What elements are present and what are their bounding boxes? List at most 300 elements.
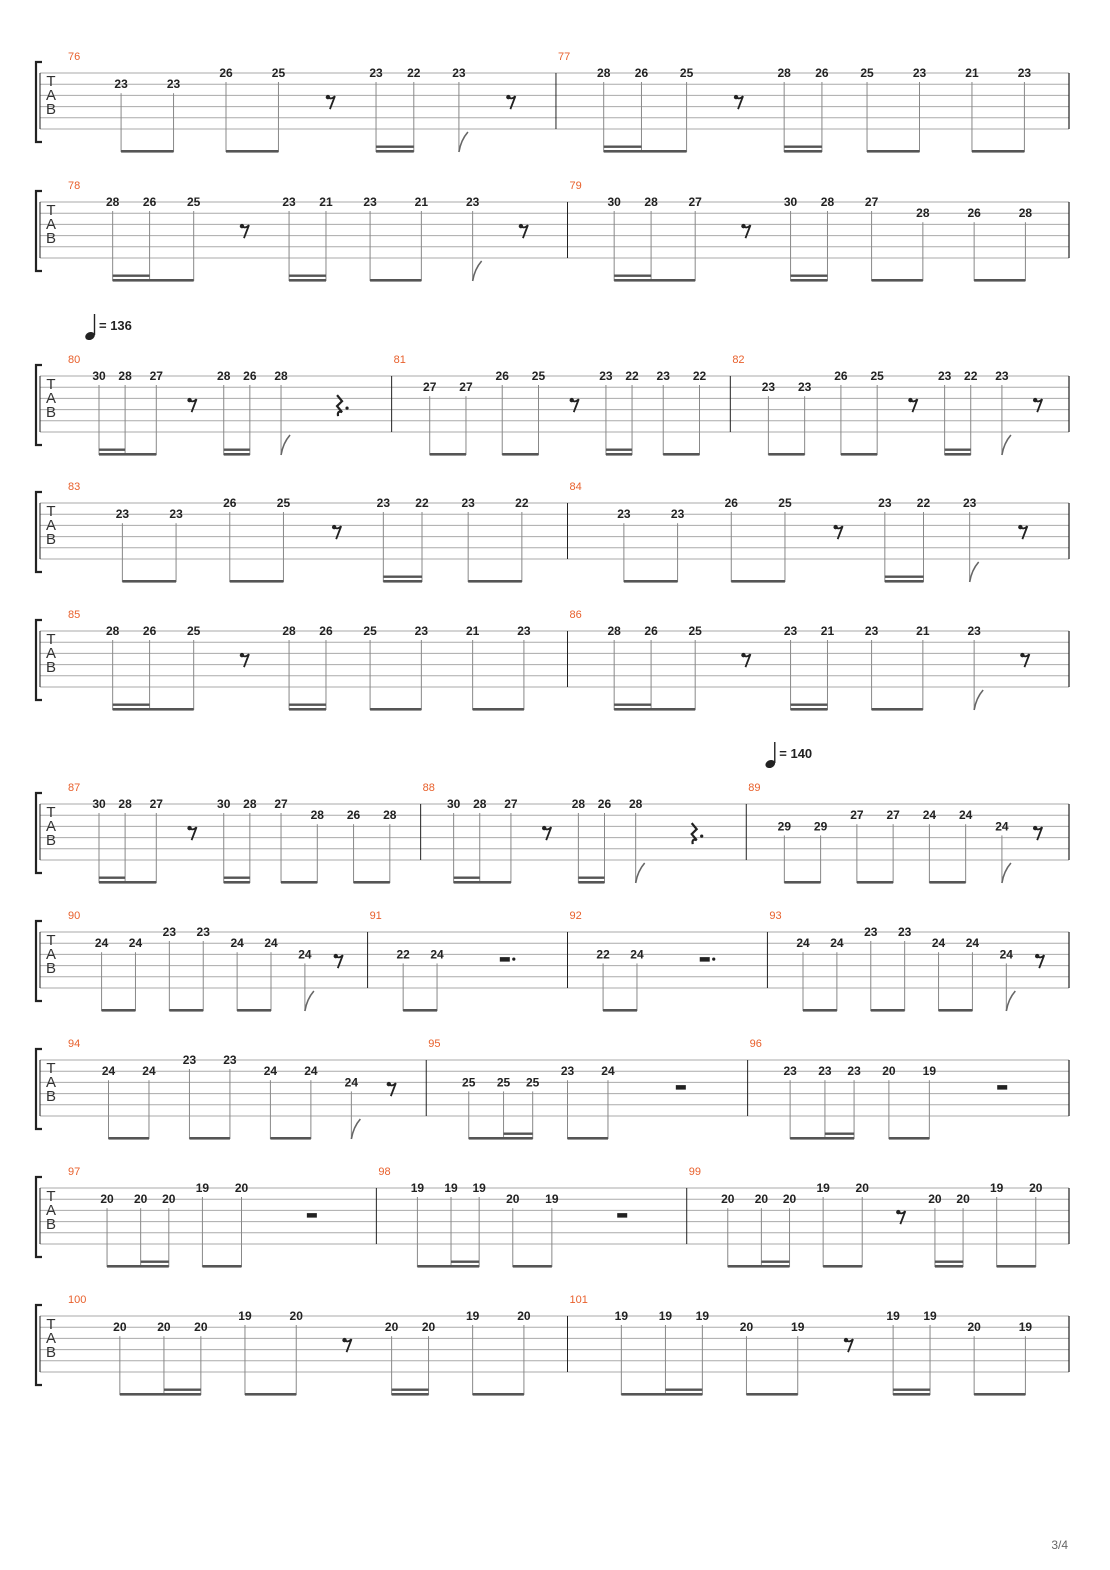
system-bracket (36, 191, 42, 271)
fret-number: 23 (452, 66, 466, 80)
tab-clef-t: T (46, 73, 56, 90)
beam (403, 1009, 437, 1012)
fret-number: 23 (656, 369, 670, 383)
beam (473, 708, 524, 711)
fret-number: 26 (495, 369, 509, 383)
fret-number: 24 (958, 808, 973, 823)
beam-secondary (113, 275, 150, 277)
fret-number: 23 (282, 195, 296, 209)
fret-number: 23 (182, 1053, 197, 1067)
tab-clef-t: T (46, 631, 56, 648)
fret-number: 27 (423, 380, 437, 395)
beam (430, 453, 466, 456)
beam-secondary (113, 704, 150, 706)
fret-number: 28 (310, 808, 324, 823)
rest-dot-head (734, 95, 738, 99)
tab-clef-a: A (45, 87, 57, 104)
fret-number: 28 (607, 624, 621, 638)
tab-clef-t: T (46, 1188, 56, 1205)
fret-number: 23 (864, 925, 878, 939)
fret-number: 20 (133, 1192, 148, 1207)
beam (746, 1393, 797, 1396)
measure-number: 101 (569, 1294, 588, 1306)
beam (107, 1265, 169, 1268)
fret-number: 24 (128, 936, 143, 951)
note-flag (636, 863, 645, 883)
note-flag (351, 1119, 360, 1139)
system-bracket (36, 921, 42, 1001)
fret-number: 23 (962, 496, 977, 510)
fret-number: 24 (304, 1064, 318, 1079)
measure-number: 99 (688, 1166, 701, 1178)
note-flag (281, 435, 290, 455)
note-flag (1002, 435, 1011, 455)
fret-number: 22 (596, 947, 610, 962)
tab-clef-a: A (45, 517, 57, 534)
fret-number: 20 (517, 1309, 531, 1323)
rest-dot-head (741, 653, 745, 657)
fret-number: 23 (912, 66, 927, 80)
fret-number: 30 (92, 369, 106, 383)
beam (113, 279, 194, 282)
beam (603, 1009, 637, 1012)
beam-secondary (224, 449, 250, 451)
rest-dot-head (332, 525, 336, 529)
fret-number: 24 (101, 1064, 116, 1079)
measure-number: 85 (68, 609, 81, 621)
beam-secondary (578, 877, 604, 879)
rest-dot-head (1035, 954, 1039, 958)
fret-number: 28 (274, 369, 288, 383)
beam (731, 580, 785, 583)
beam-secondary (604, 146, 642, 148)
beam-secondary (614, 275, 651, 277)
measure-number: 91 (369, 910, 382, 922)
rest-dot-head (1033, 826, 1037, 830)
rest-dot-head (908, 398, 912, 402)
system-bracket (36, 62, 42, 142)
beam (370, 708, 421, 711)
fret-number: 30 (783, 195, 798, 209)
rest-dot-head (387, 1082, 391, 1086)
tab-clef-b: B (45, 1344, 57, 1361)
fret-number: 20 (967, 1320, 981, 1335)
fret-number: 22 (916, 496, 931, 510)
measure-number: 95 (428, 1038, 441, 1050)
beam (383, 580, 422, 583)
fret-number: 20 (882, 1064, 896, 1079)
fret-number: 21 (965, 66, 979, 80)
fret-number: 19 (444, 1181, 458, 1195)
fret-number: 23 (560, 1064, 575, 1079)
fret-number: 19 (658, 1309, 673, 1323)
measure-number: 83 (68, 481, 81, 493)
beam-secondary (504, 1133, 533, 1135)
beam-secondary (454, 877, 480, 879)
fret-number: 28 (644, 195, 658, 209)
fret-number: 26 (834, 369, 848, 383)
rest-dot-head (240, 653, 244, 657)
fret-number: 25 (688, 624, 702, 638)
fret-number: 26 (967, 206, 981, 221)
beam-secondary (383, 576, 422, 578)
fret-number: 23 (897, 925, 912, 939)
fret-number: 26 (142, 624, 157, 638)
beam-secondary (451, 1261, 479, 1263)
fret-number: 20 (157, 1320, 171, 1335)
fret-number: 20 (194, 1320, 208, 1335)
rest (700, 957, 710, 962)
rest (617, 1213, 627, 1218)
beam-secondary (99, 449, 125, 451)
fret-number: 23 (878, 496, 892, 510)
fret-number: 25 (531, 369, 546, 383)
beam (974, 279, 1025, 282)
system-bracket (36, 793, 42, 873)
fret-number: 24 (796, 936, 810, 951)
beam (189, 1137, 229, 1140)
beam (893, 1393, 930, 1396)
rest (676, 1085, 686, 1090)
measure-number: 88 (422, 782, 435, 794)
fret-number: 30 (446, 797, 461, 811)
fret-number: 28 (1018, 206, 1033, 221)
fret-number: 19 (465, 1309, 480, 1323)
fret-number: 25 (276, 496, 291, 510)
fret-number: 19 (472, 1181, 486, 1195)
fret-number: 23 (937, 369, 952, 383)
beam (121, 150, 173, 153)
fret-number: 27 (688, 195, 702, 209)
beam (974, 1393, 1025, 1396)
beam (621, 1393, 702, 1396)
fret-number: 22 (396, 947, 410, 962)
system-bracket (36, 365, 42, 445)
fret-number: 27 (504, 797, 518, 811)
fret-number: 23 (818, 1064, 832, 1079)
beam (370, 279, 421, 282)
fret-number: 20 (956, 1192, 970, 1207)
tab-clef-a: A (45, 390, 57, 407)
fret-number: 27 (149, 369, 163, 383)
rest-dot-head (896, 1210, 900, 1214)
rest-dot (700, 835, 703, 838)
rest-dot-head (1020, 653, 1024, 657)
note-flag (974, 690, 983, 710)
measure-number: 82 (732, 354, 745, 366)
measure-number: 78 (68, 180, 81, 192)
fret-number: 21 (414, 195, 429, 209)
beam (289, 279, 326, 282)
measure-number: 96 (749, 1038, 762, 1050)
fret-number: 22 (407, 66, 421, 80)
beam (857, 881, 893, 884)
beam (568, 1137, 608, 1140)
beam (606, 453, 632, 456)
rest-dot-head (741, 224, 745, 228)
beam-secondary (945, 449, 971, 451)
measure-number: 92 (569, 910, 582, 922)
fret-number: 21 (465, 624, 480, 638)
fret-number: 22 (692, 369, 707, 383)
fret-number: 23 (465, 195, 480, 209)
fret-number: 25 (679, 66, 694, 80)
fret-number: 28 (118, 797, 132, 811)
beam-secondary (614, 704, 651, 706)
beam (872, 708, 923, 711)
fret-number: 27 (274, 797, 288, 811)
measure-number: 84 (569, 481, 582, 493)
beam (791, 279, 828, 282)
fret-number: 23 (864, 624, 879, 638)
fret-number: 28 (282, 624, 296, 638)
beam (614, 279, 695, 282)
tempo-marking: = 136 (99, 318, 132, 333)
fret-number: 19 (791, 1320, 805, 1335)
rest-dot (712, 958, 715, 961)
fret-number: 25 (187, 624, 201, 638)
fret-number: 27 (864, 195, 879, 209)
beam-secondary (665, 1389, 702, 1391)
measure-number: 90 (68, 910, 81, 922)
page-number: 3/4 (1051, 1538, 1068, 1552)
fret-number: 22 (964, 369, 978, 383)
fret-number: 20 (782, 1192, 797, 1207)
fret-number: 26 (243, 369, 257, 383)
beam (939, 1009, 973, 1012)
fret-number: 26 (142, 195, 157, 209)
beam (376, 150, 414, 153)
beam-secondary (289, 275, 326, 277)
fret-number: 24 (922, 808, 937, 823)
beam (169, 1009, 203, 1012)
fret-number: 23 (670, 507, 685, 522)
beam (784, 150, 822, 153)
beam (871, 1009, 905, 1012)
tab-clef-a: A (45, 818, 57, 835)
fret-number: 24 (94, 936, 109, 951)
measure-number: 94 (68, 1038, 81, 1050)
tab-clef-b: B (45, 404, 57, 421)
rest-dot-head (334, 954, 338, 958)
tab-clef-a: A (45, 1202, 57, 1219)
beam (289, 708, 326, 711)
fret-number: 26 (815, 66, 829, 80)
fret-number: 28 (571, 797, 586, 811)
fret-number: 27 (459, 380, 473, 395)
fret-number: 23 (797, 380, 812, 395)
beam-secondary (791, 275, 828, 277)
beam-secondary (141, 1261, 169, 1263)
beam (122, 580, 176, 583)
fret-number: 20 (162, 1192, 176, 1207)
fret-number: 28 (105, 195, 120, 209)
beam (935, 1265, 963, 1268)
beam (281, 881, 317, 884)
beam (113, 708, 194, 711)
beam (867, 150, 919, 153)
tab-clef-b: B (45, 659, 57, 676)
fret-number: 27 (149, 797, 163, 811)
fret-number: 20 (384, 1320, 399, 1335)
fret-number: 19 (545, 1192, 559, 1207)
fret-number: 23 (414, 624, 429, 638)
fret-number: 19 (614, 1309, 629, 1323)
fret-number: 23 (169, 507, 183, 522)
beam (202, 1265, 241, 1268)
beam (230, 580, 284, 583)
system-bracket (36, 1305, 42, 1385)
fret-number: 30 (607, 195, 621, 209)
fret-number: 28 (118, 369, 132, 383)
fret-number: 24 (142, 1064, 156, 1079)
fret-number: 28 (628, 797, 643, 811)
tab-clef-t: T (46, 202, 56, 219)
beam (473, 1393, 524, 1396)
beam (929, 881, 965, 884)
fret-number: 23 (114, 77, 128, 92)
fret-number: 23 (517, 624, 531, 638)
fret-number: 30 (217, 797, 231, 811)
beam (663, 453, 699, 456)
beam-secondary (376, 146, 414, 148)
measure-number: 79 (569, 180, 582, 192)
beam (224, 453, 250, 456)
beam (469, 1137, 533, 1140)
beam (245, 1393, 296, 1396)
rest-dot-head (542, 826, 546, 830)
rest (500, 957, 510, 962)
beam (889, 1137, 929, 1140)
tab-clef-t: T (46, 376, 56, 393)
rest-dot (512, 958, 515, 961)
tab-clef-b: B (45, 960, 57, 977)
fret-number: 19 (410, 1181, 425, 1195)
fret-number: 24 (630, 947, 644, 962)
fret-number: 20 (928, 1192, 942, 1207)
measure-number: 89 (748, 782, 761, 794)
fret-number: 26 (219, 66, 233, 80)
fret-number: 25 (271, 66, 286, 80)
system-bracket (36, 1049, 42, 1129)
beam (841, 453, 877, 456)
tab-clef-a: A (45, 216, 57, 233)
fret-number: 26 (346, 808, 361, 823)
fret-number: 25 (496, 1075, 511, 1090)
rest-dot-head (342, 1338, 346, 1342)
fret-number: 23 (223, 1053, 237, 1067)
fret-number: 24 (999, 947, 1013, 962)
beam (270, 1137, 310, 1140)
tab-clef-b: B (45, 832, 57, 849)
beam-secondary (893, 1389, 930, 1391)
tempo-marking: = 140 (779, 746, 813, 761)
fret-number: 23 (369, 66, 383, 80)
rest-dot-head (326, 95, 330, 99)
fret-number: 19 (816, 1181, 830, 1195)
beam (614, 708, 695, 711)
rest-dot (345, 407, 348, 410)
fret-number: 24 (344, 1075, 359, 1090)
fret-number: 28 (383, 808, 397, 823)
tab-clef-t: T (46, 932, 56, 949)
fret-number: 23 (995, 369, 1009, 383)
rest-dot-head (1033, 398, 1037, 402)
fret-number: 23 (196, 925, 210, 939)
fret-number: 24 (931, 936, 946, 951)
beam (803, 1009, 837, 1012)
fret-number: 20 (234, 1181, 249, 1195)
rest-dot-head (506, 95, 510, 99)
fret-number: 20 (289, 1309, 303, 1323)
fret-number: 27 (886, 808, 900, 823)
fret-number: 30 (92, 797, 106, 811)
beam-secondary (164, 1389, 201, 1391)
beam (354, 881, 390, 884)
beam-secondary (289, 704, 326, 706)
beam (972, 150, 1024, 153)
beam (99, 453, 156, 456)
tab-clef-b: B (45, 101, 57, 118)
beam (99, 881, 156, 884)
fret-number: 24 (230, 936, 244, 951)
fret-number: 23 (847, 1064, 861, 1079)
fret-number: 25 (462, 1075, 476, 1090)
beam (823, 1265, 862, 1268)
beam (790, 1137, 854, 1140)
tab-clef-b: B (45, 531, 57, 548)
tab-clef-t: T (46, 1060, 56, 1077)
fret-number: 23 (783, 624, 798, 638)
beam-secondary (761, 1261, 789, 1263)
fret-number: 25 (860, 66, 874, 80)
fret-number: 26 (223, 496, 237, 510)
beam (120, 1393, 201, 1396)
beam (224, 881, 250, 884)
rest-dot-head (833, 525, 837, 529)
fret-number: 24 (995, 819, 1009, 834)
tab-clef-a: A (45, 1330, 57, 1347)
measure-number: 76 (68, 51, 81, 63)
beam-secondary (935, 1261, 963, 1263)
beam (624, 580, 678, 583)
beam (997, 1265, 1036, 1268)
system-bracket (36, 1177, 42, 1257)
fret-number: 23 (166, 77, 181, 92)
tab-clef-t: T (46, 804, 56, 821)
fret-number: 24 (298, 947, 312, 962)
beam (513, 1265, 552, 1268)
fret-number: 23 (617, 507, 631, 522)
fret-number: 26 (724, 496, 738, 510)
rest (997, 1085, 1007, 1090)
fret-number: 21 (820, 624, 835, 638)
beam-secondary (885, 576, 924, 578)
measure-number: 97 (68, 1166, 81, 1178)
fret-number: 23 (967, 624, 981, 638)
tab-clef-a: A (45, 1074, 57, 1091)
fret-number: 21 (916, 624, 930, 638)
fret-number: 28 (777, 66, 791, 80)
fret-number: 20 (506, 1192, 520, 1207)
fret-number: 25 (778, 496, 792, 510)
fret-number: 24 (830, 936, 844, 951)
beam (578, 881, 604, 884)
beam (237, 1009, 271, 1012)
note-flag (305, 991, 314, 1011)
fret-number: 28 (597, 66, 611, 80)
fret-number: 26 (634, 66, 649, 80)
